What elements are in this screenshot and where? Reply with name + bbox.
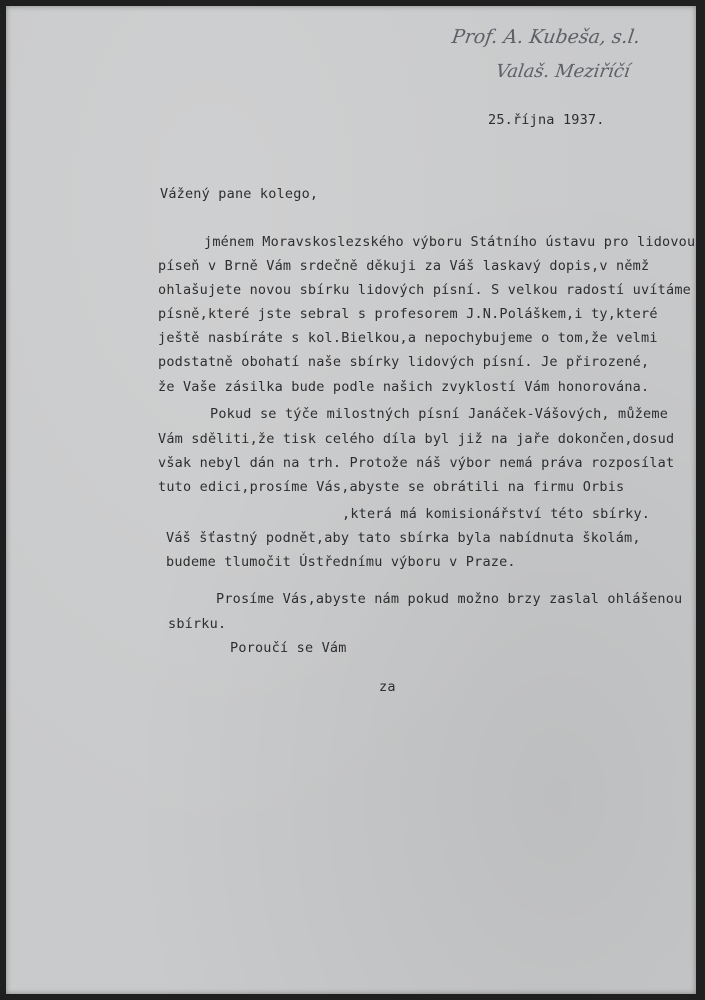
body-line: podstatně obohatí naše sbírky lidových písní. Je přirozené, (158, 354, 650, 370)
letter-page (6, 6, 696, 994)
body-line: budeme tlumočit Ústřednímu výboru v Praze. (166, 554, 516, 570)
handwritten-recipient-place: Valaš. Meziříčí (494, 61, 632, 82)
signature-prefix: za (379, 679, 396, 695)
body-line: jménem Moravskoslezského výboru Státního ústavu pro lidovou (204, 234, 696, 250)
handwritten-recipient-name: Prof. A. Kubeša, s.l. (450, 26, 642, 48)
body-line: však nebyl dán na trh. Protože náš výbor nemá práva rozposílat (158, 455, 675, 471)
body-line: sbírku. (168, 616, 227, 632)
body-line: píseň v Brně Vám srdečně děkuji za Váš laskavý dopis,v němž (158, 258, 650, 274)
letter-salutation: Vážený pane kolego, (160, 186, 319, 202)
letter-closing: Poroučí se Vám (230, 640, 347, 656)
body-line: tuto edici,prosíme Vás,abyste se obrátili na firmu Orbis (158, 479, 625, 495)
body-line: ještě nasbíráte s kol.Bielkou,a nepochybujeme o tom,že velmi (158, 330, 658, 346)
body-line: písně,které jste sebral s profesorem J.N.Poláškem,i ty,které (158, 306, 658, 322)
body-line: Vám sděliti,že tisk celého díla byl již na jaře dokončen,dosud (158, 431, 675, 447)
body-line: Prosíme Vás,abyste nám pokud možno brzy zaslal ohlášenou (216, 591, 683, 607)
body-line: Pokud se týče milostných písní Janáček-Vášových, můžeme (210, 406, 669, 422)
body-line: ohlašujete novou sbírku lidových písní. S velkou radostí uvítáme (158, 282, 691, 298)
body-line: ,která má komisionářství této sbírky. (342, 506, 651, 522)
body-line: Váš šťastný podnět,aby tato sbírka byla nabídnuta školám, (166, 530, 641, 546)
letter-date: 25.října 1937. (488, 112, 605, 128)
body-line: že Vaše zásilka bude podle našich zvyklostí Vám honorována. (158, 379, 650, 395)
